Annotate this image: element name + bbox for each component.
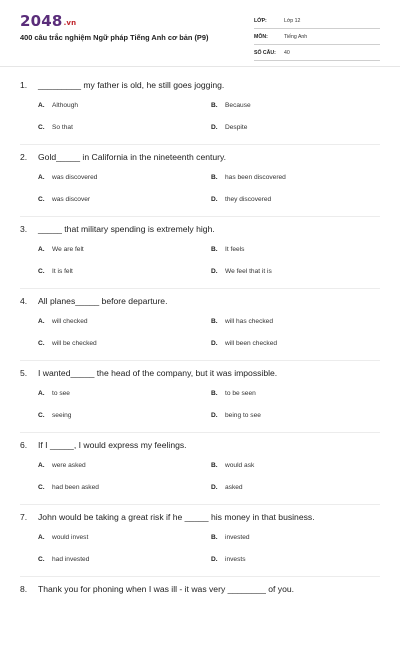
- question-stem: [20, 512, 315, 522]
- question-separator: [20, 288, 380, 289]
- question-separator: [20, 216, 380, 217]
- option-text: would invest: [52, 534, 89, 541]
- option-letter: A.: [38, 462, 45, 469]
- option-c[interactable]: [38, 556, 89, 563]
- option-text: had invested: [52, 556, 90, 563]
- option-letter: A.: [38, 318, 45, 325]
- option-text: will been checked: [225, 340, 278, 347]
- question-text: Thank you for phoning when I was ill - it was very ________ of you.: [38, 584, 295, 594]
- option-c[interactable]: [38, 124, 73, 131]
- option-letter: D.: [211, 484, 218, 491]
- option-text: Despite: [225, 124, 248, 131]
- option-letter: A.: [38, 390, 45, 397]
- option-d[interactable]: [211, 268, 272, 275]
- option-b[interactable]: [211, 390, 256, 397]
- question-stem: [20, 584, 294, 594]
- option-text: had been asked: [52, 484, 99, 491]
- header-divider: [0, 66, 400, 67]
- option-letter: B.: [211, 318, 218, 325]
- option-b[interactable]: [211, 246, 244, 253]
- option-b[interactable]: [211, 174, 286, 181]
- meta-label: SỐ CÂU:: [254, 50, 276, 56]
- option-text: invested: [225, 534, 250, 541]
- option-c[interactable]: [38, 412, 71, 419]
- option-d[interactable]: [211, 412, 261, 419]
- option-text: was discover: [52, 196, 91, 203]
- option-letter: D.: [211, 556, 218, 563]
- question-item: [0, 434, 400, 506]
- option-letter: B.: [211, 174, 218, 181]
- option-text: will has checked: [225, 318, 274, 325]
- option-letter: C.: [38, 556, 45, 563]
- option-letter: C.: [38, 196, 45, 203]
- option-c[interactable]: [38, 484, 99, 491]
- meta-row-count: [254, 46, 380, 61]
- question-text: _____ that military spending is extremely high.: [38, 224, 215, 234]
- option-letter: B.: [211, 534, 218, 541]
- option-text: they discovered: [225, 196, 272, 203]
- option-text: to see: [52, 390, 70, 397]
- question-text: John would be taking a great risk if he _____ his money in that business.: [38, 512, 315, 522]
- option-text: It feels: [225, 246, 245, 253]
- question-stem: [20, 224, 215, 234]
- meta-label: MÔN:: [254, 34, 268, 40]
- question-item: [0, 290, 400, 362]
- meta-value: Lớp 12: [284, 18, 301, 24]
- question-number: 8.: [20, 584, 28, 594]
- option-letter: A.: [38, 534, 45, 541]
- site-logo[interactable]: [20, 12, 76, 30]
- option-c[interactable]: [38, 196, 90, 203]
- option-d[interactable]: [211, 340, 277, 347]
- question-stem: [20, 440, 187, 450]
- option-b[interactable]: [211, 462, 254, 469]
- option-text: were asked: [52, 462, 86, 469]
- meta-row-class: [254, 14, 380, 29]
- option-d[interactable]: [211, 556, 246, 563]
- option-letter: B.: [211, 462, 218, 469]
- option-text: being to see: [225, 412, 261, 419]
- option-text: would ask: [225, 462, 255, 469]
- option-b[interactable]: [211, 318, 273, 325]
- option-letter: A.: [38, 174, 45, 181]
- option-a[interactable]: [38, 246, 84, 253]
- option-letter: C.: [38, 484, 45, 491]
- option-d[interactable]: [211, 196, 271, 203]
- option-c[interactable]: [38, 340, 97, 347]
- question-item: [0, 578, 400, 650]
- option-text: has been discovered: [225, 174, 286, 181]
- option-letter: B.: [211, 246, 218, 253]
- question-number: 7.: [20, 512, 28, 522]
- question-number: 3.: [20, 224, 28, 234]
- option-letter: D.: [211, 124, 218, 131]
- question-item: [0, 74, 400, 146]
- option-a[interactable]: [38, 534, 88, 541]
- question-text: _________ my father is old, he still goes jogging.: [38, 80, 225, 90]
- option-letter: D.: [211, 268, 218, 275]
- option-text: will be checked: [52, 340, 97, 347]
- question-separator: [20, 432, 380, 433]
- option-letter: D.: [211, 196, 218, 203]
- option-a[interactable]: [38, 318, 88, 325]
- option-letter: C.: [38, 412, 45, 419]
- option-text: invests: [225, 556, 246, 563]
- question-item: [0, 146, 400, 218]
- page-header: [0, 0, 400, 62]
- option-letter: A.: [38, 246, 45, 253]
- question-number: 4.: [20, 296, 28, 306]
- question-separator: [20, 504, 380, 505]
- meta-value: 40: [284, 50, 290, 56]
- option-letter: B.: [211, 102, 218, 109]
- question-item: [0, 218, 400, 290]
- question-separator: [20, 360, 380, 361]
- option-letter: C.: [38, 268, 45, 275]
- question-stem: [20, 296, 167, 306]
- question-item: [0, 506, 400, 578]
- option-letter: C.: [38, 124, 45, 131]
- meta-label: LỚP:: [254, 18, 267, 24]
- question-stem: [20, 368, 277, 378]
- question-stem: [20, 80, 224, 90]
- question-item: [0, 362, 400, 434]
- question-list: [0, 74, 400, 650]
- option-text: It is felt: [52, 268, 73, 275]
- option-text: Because: [225, 102, 251, 109]
- question-stem: [20, 152, 226, 162]
- option-letter: D.: [211, 412, 218, 419]
- option-text: was discovered: [52, 174, 98, 181]
- question-text: Gold_____ in California in the nineteenth century.: [38, 152, 227, 162]
- option-c[interactable]: [38, 268, 73, 275]
- option-a[interactable]: [38, 102, 78, 109]
- option-text: So that: [52, 124, 73, 131]
- option-text: asked: [225, 484, 243, 491]
- option-text: will checked: [52, 318, 88, 325]
- option-letter: A.: [38, 102, 45, 109]
- meta-row-subject: [254, 30, 380, 45]
- option-d[interactable]: [211, 124, 247, 131]
- option-text: We feel that it is: [225, 268, 272, 275]
- option-b[interactable]: [211, 534, 250, 541]
- question-number: 5.: [20, 368, 28, 378]
- option-text: to be seen: [225, 390, 256, 397]
- meta-value: Tiếng Anh: [284, 34, 308, 40]
- option-a[interactable]: [38, 390, 70, 397]
- option-letter: C.: [38, 340, 45, 347]
- document-title: 400 câu trắc nghiệm Ngữ pháp Tiếng Anh cơ bản (P9): [20, 33, 209, 42]
- option-text: Although: [52, 102, 79, 109]
- option-text: seeing: [52, 412, 72, 419]
- question-number: 1.: [20, 80, 28, 90]
- logo-tld: .vn: [63, 19, 77, 27]
- option-text: We are felt: [52, 246, 84, 253]
- option-d[interactable]: [211, 484, 243, 491]
- logo-text: 2048: [20, 12, 63, 30]
- question-text: If I _____, I would express my feelings.: [38, 440, 187, 450]
- option-a[interactable]: [38, 462, 86, 469]
- option-a[interactable]: [38, 174, 97, 181]
- option-letter: B.: [211, 390, 218, 397]
- question-number: 2.: [20, 152, 28, 162]
- option-letter: D.: [211, 340, 218, 347]
- question-separator: [20, 144, 380, 145]
- question-separator: [20, 576, 380, 577]
- meta-info: [254, 14, 380, 62]
- option-b[interactable]: [211, 102, 251, 109]
- question-number: 6.: [20, 440, 28, 450]
- question-text: I wanted_____ the head of the company, but it was impossible.: [38, 368, 278, 378]
- question-text: All planes_____ before departure.: [38, 296, 168, 306]
